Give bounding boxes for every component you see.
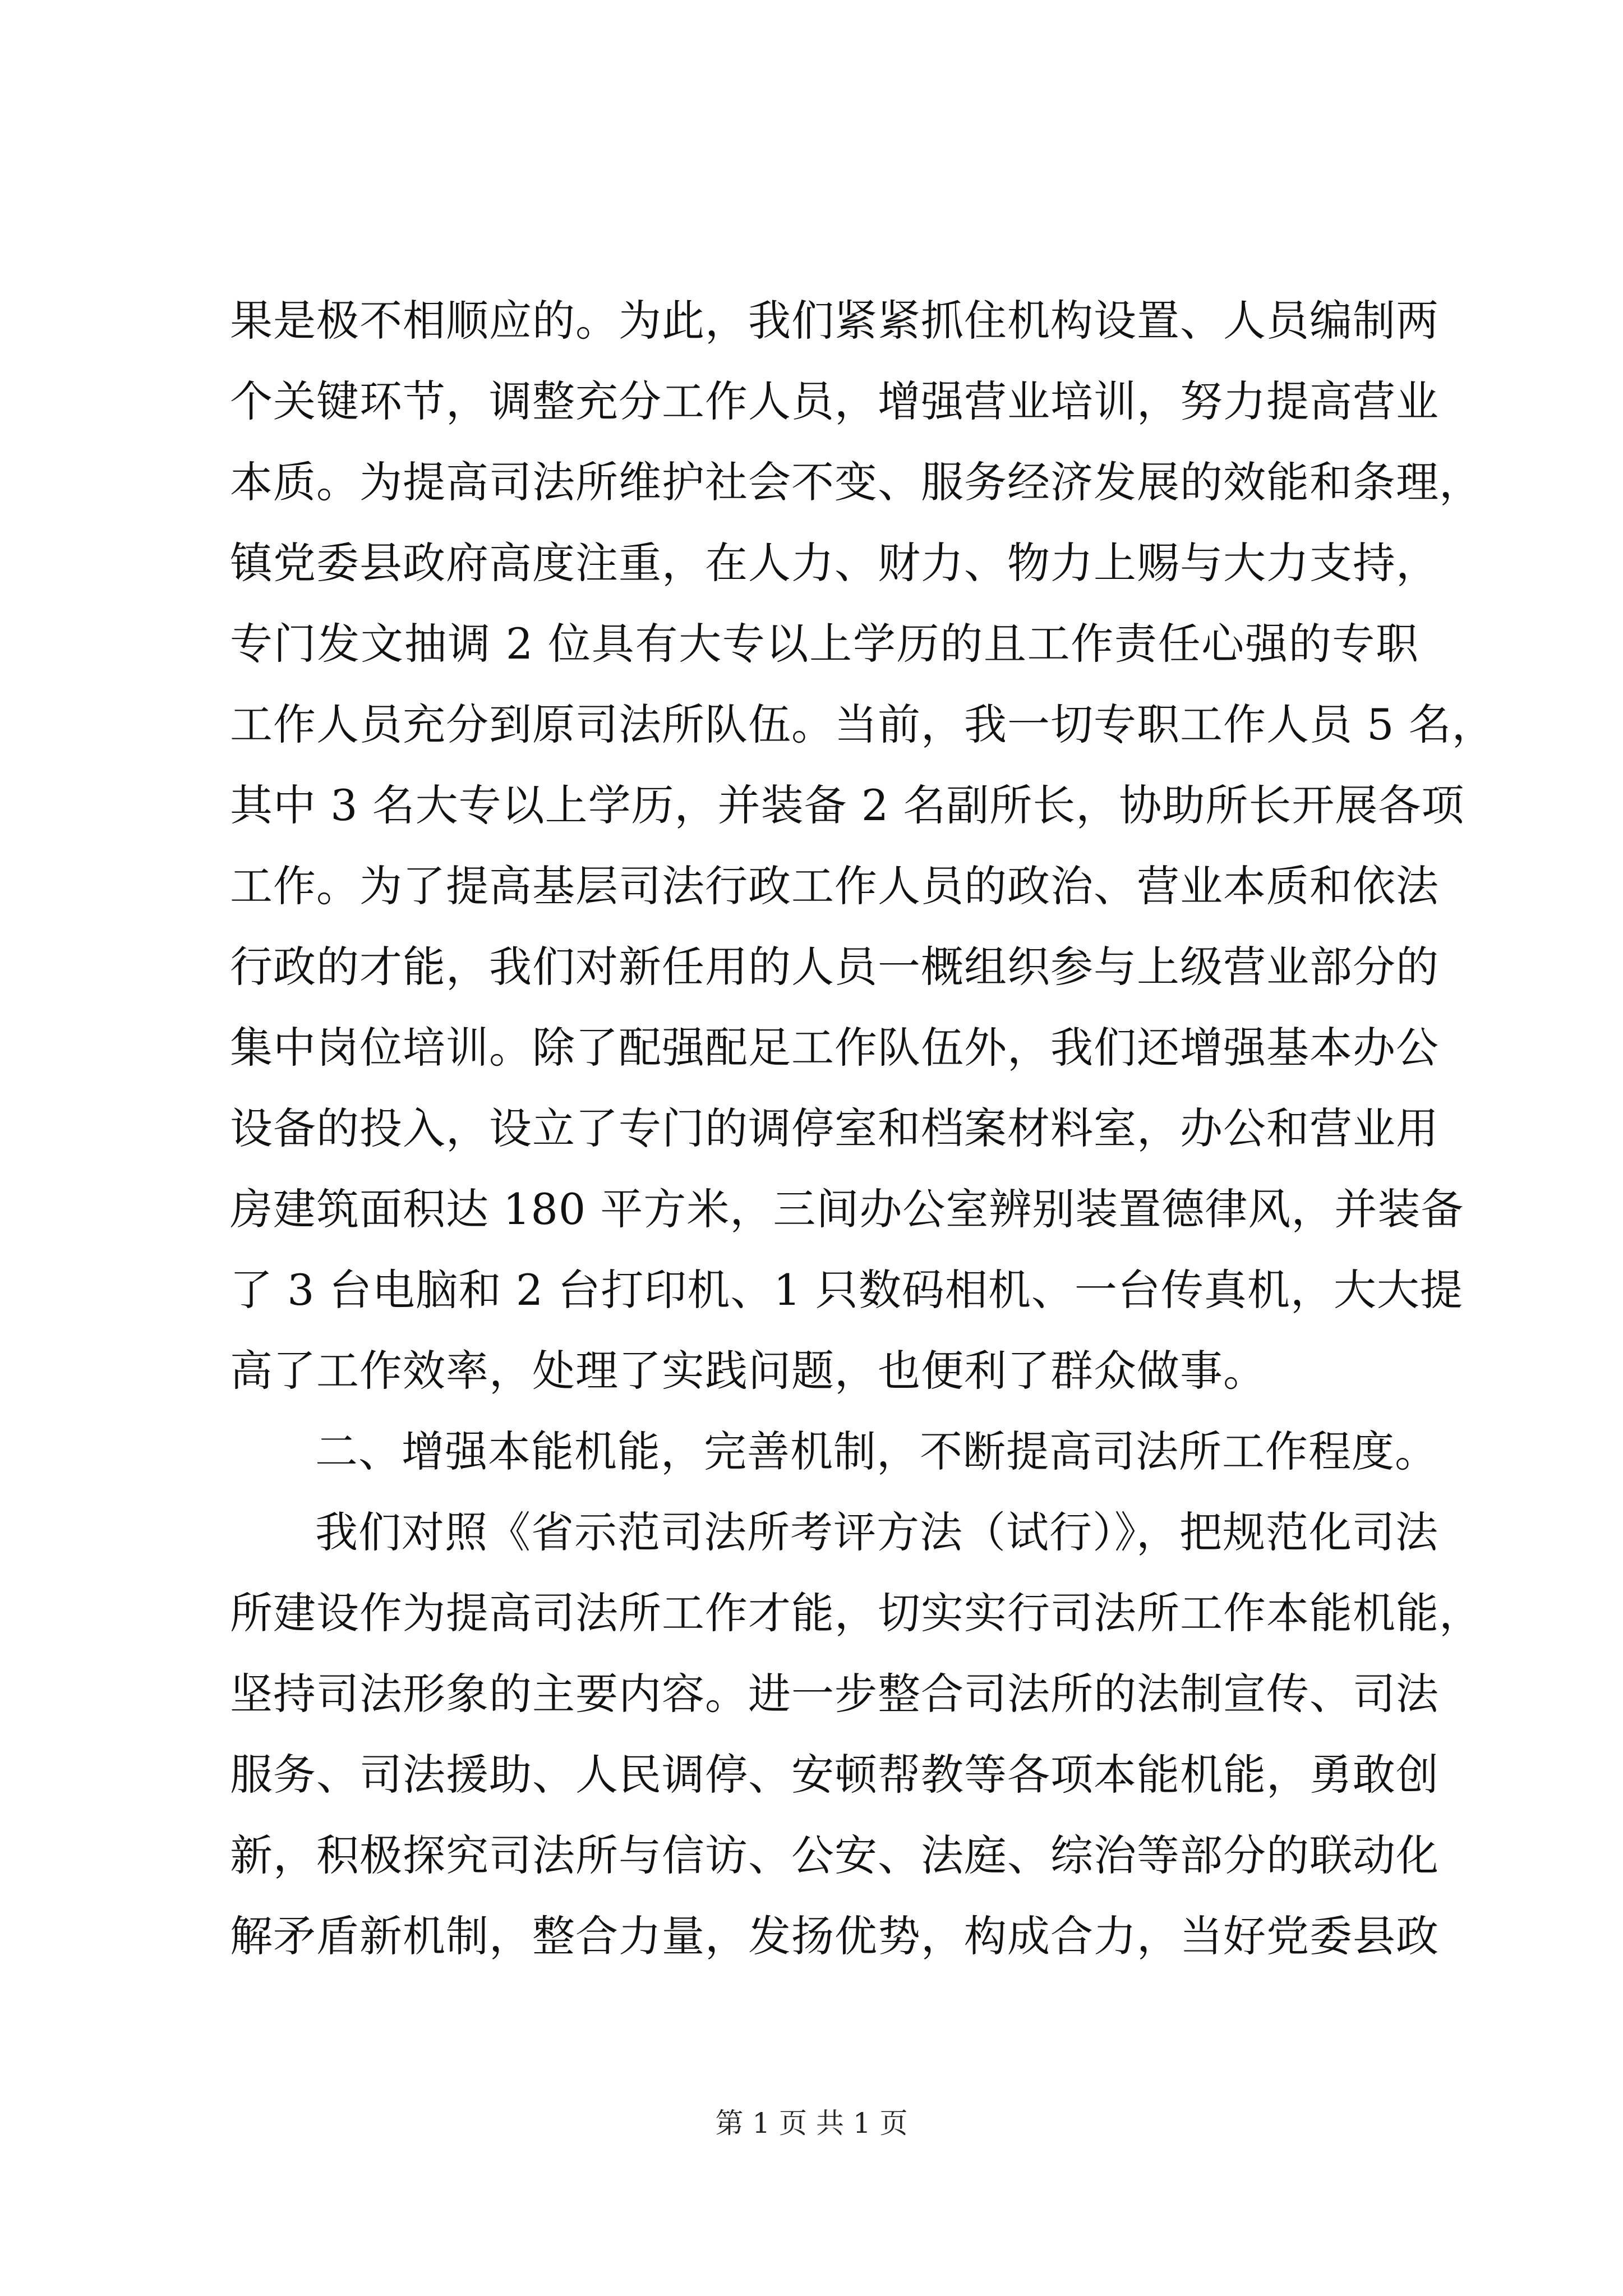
paragraph-line: 了 3 台电脑和 2 台打印机、1 只数码相机、一台传真机，大大提: [230, 1265, 1463, 1315]
paragraph-line: 高了工作效率，处理了实践问题，也便利了群众做事。: [230, 1346, 1266, 1396]
paragraph-line: 其中 3 名大专以上学历，并装备 2 名副所长，协助所长开展各项: [230, 780, 1465, 830]
paragraph-line: 镇党委县政府高度注重，在人力、财力、物力上赐与大力支持，: [230, 538, 1439, 588]
paragraph-line: 本质。为提高司法所维护社会不变、服务经济发展的效能和条理，: [230, 457, 1482, 507]
paragraph-line: 二、增强本能机能，完善机制，不断提高司法所工作程度。: [315, 1427, 1438, 1476]
paragraph-line: 行政的才能，我们对新任用的人员一概组织参与上级营业部分的: [230, 942, 1439, 992]
paragraph-line: 工作人员充分到原司法所队伍。当前，我一切专职工作人员 5 名，: [230, 700, 1495, 749]
paragraph-line: 坚持司法形象的主要内容。进一步整合司法所的法制宣传、司法: [230, 1669, 1439, 1719]
paragraph-line: 我们对照《省示范司法所考评方法（试行）》，把规范化司法: [315, 1507, 1438, 1557]
paragraph-line: 果是极不相顺应的。为此，我们紧紧抓住机构设置、人员编制两: [230, 296, 1439, 346]
paragraph-line: 解矛盾新机制，整合力量，发扬优势，构成合力，当好党委县政: [230, 1911, 1439, 1961]
document-body: [230, 280, 1495, 1977]
paragraph-line: 所建设作为提高司法所工作才能，切实实行司法所工作本能机能，: [230, 1588, 1482, 1638]
paragraph-line: 新，积极探究司法所与信访、公安、法庭、综治等部分的联动化: [230, 1830, 1439, 1880]
paragraph-line: 个关键环节，调整充分工作人员，增强营业培训，努力提高营业: [230, 376, 1439, 426]
paragraph-line: 房建筑面积达 180 平方米，三间办公室辨别装置德律风，并装备: [230, 1184, 1464, 1234]
paragraph-line: 集中岗位培训。除了配强配足工作队伍外，我们还增强基本办公: [230, 1023, 1439, 1073]
paragraph-line: 服务、司法援助、人民调停、安顿帮教等各项本能机能，勇敢创: [230, 1750, 1439, 1800]
page-footer: 第 1 页 共 1 页: [715, 2107, 908, 2139]
paragraph-line: 工作。为了提高基层司法行政工作人员的政治、营业本质和依法: [230, 861, 1439, 911]
paragraph-line: 设备的投入，设立了专门的调停室和档案材料室，办公和营业用: [230, 1103, 1439, 1153]
paragraph-line: 专门发文抽调 2 位具有大专以上学历的且工作责任心强的专职: [230, 619, 1419, 669]
